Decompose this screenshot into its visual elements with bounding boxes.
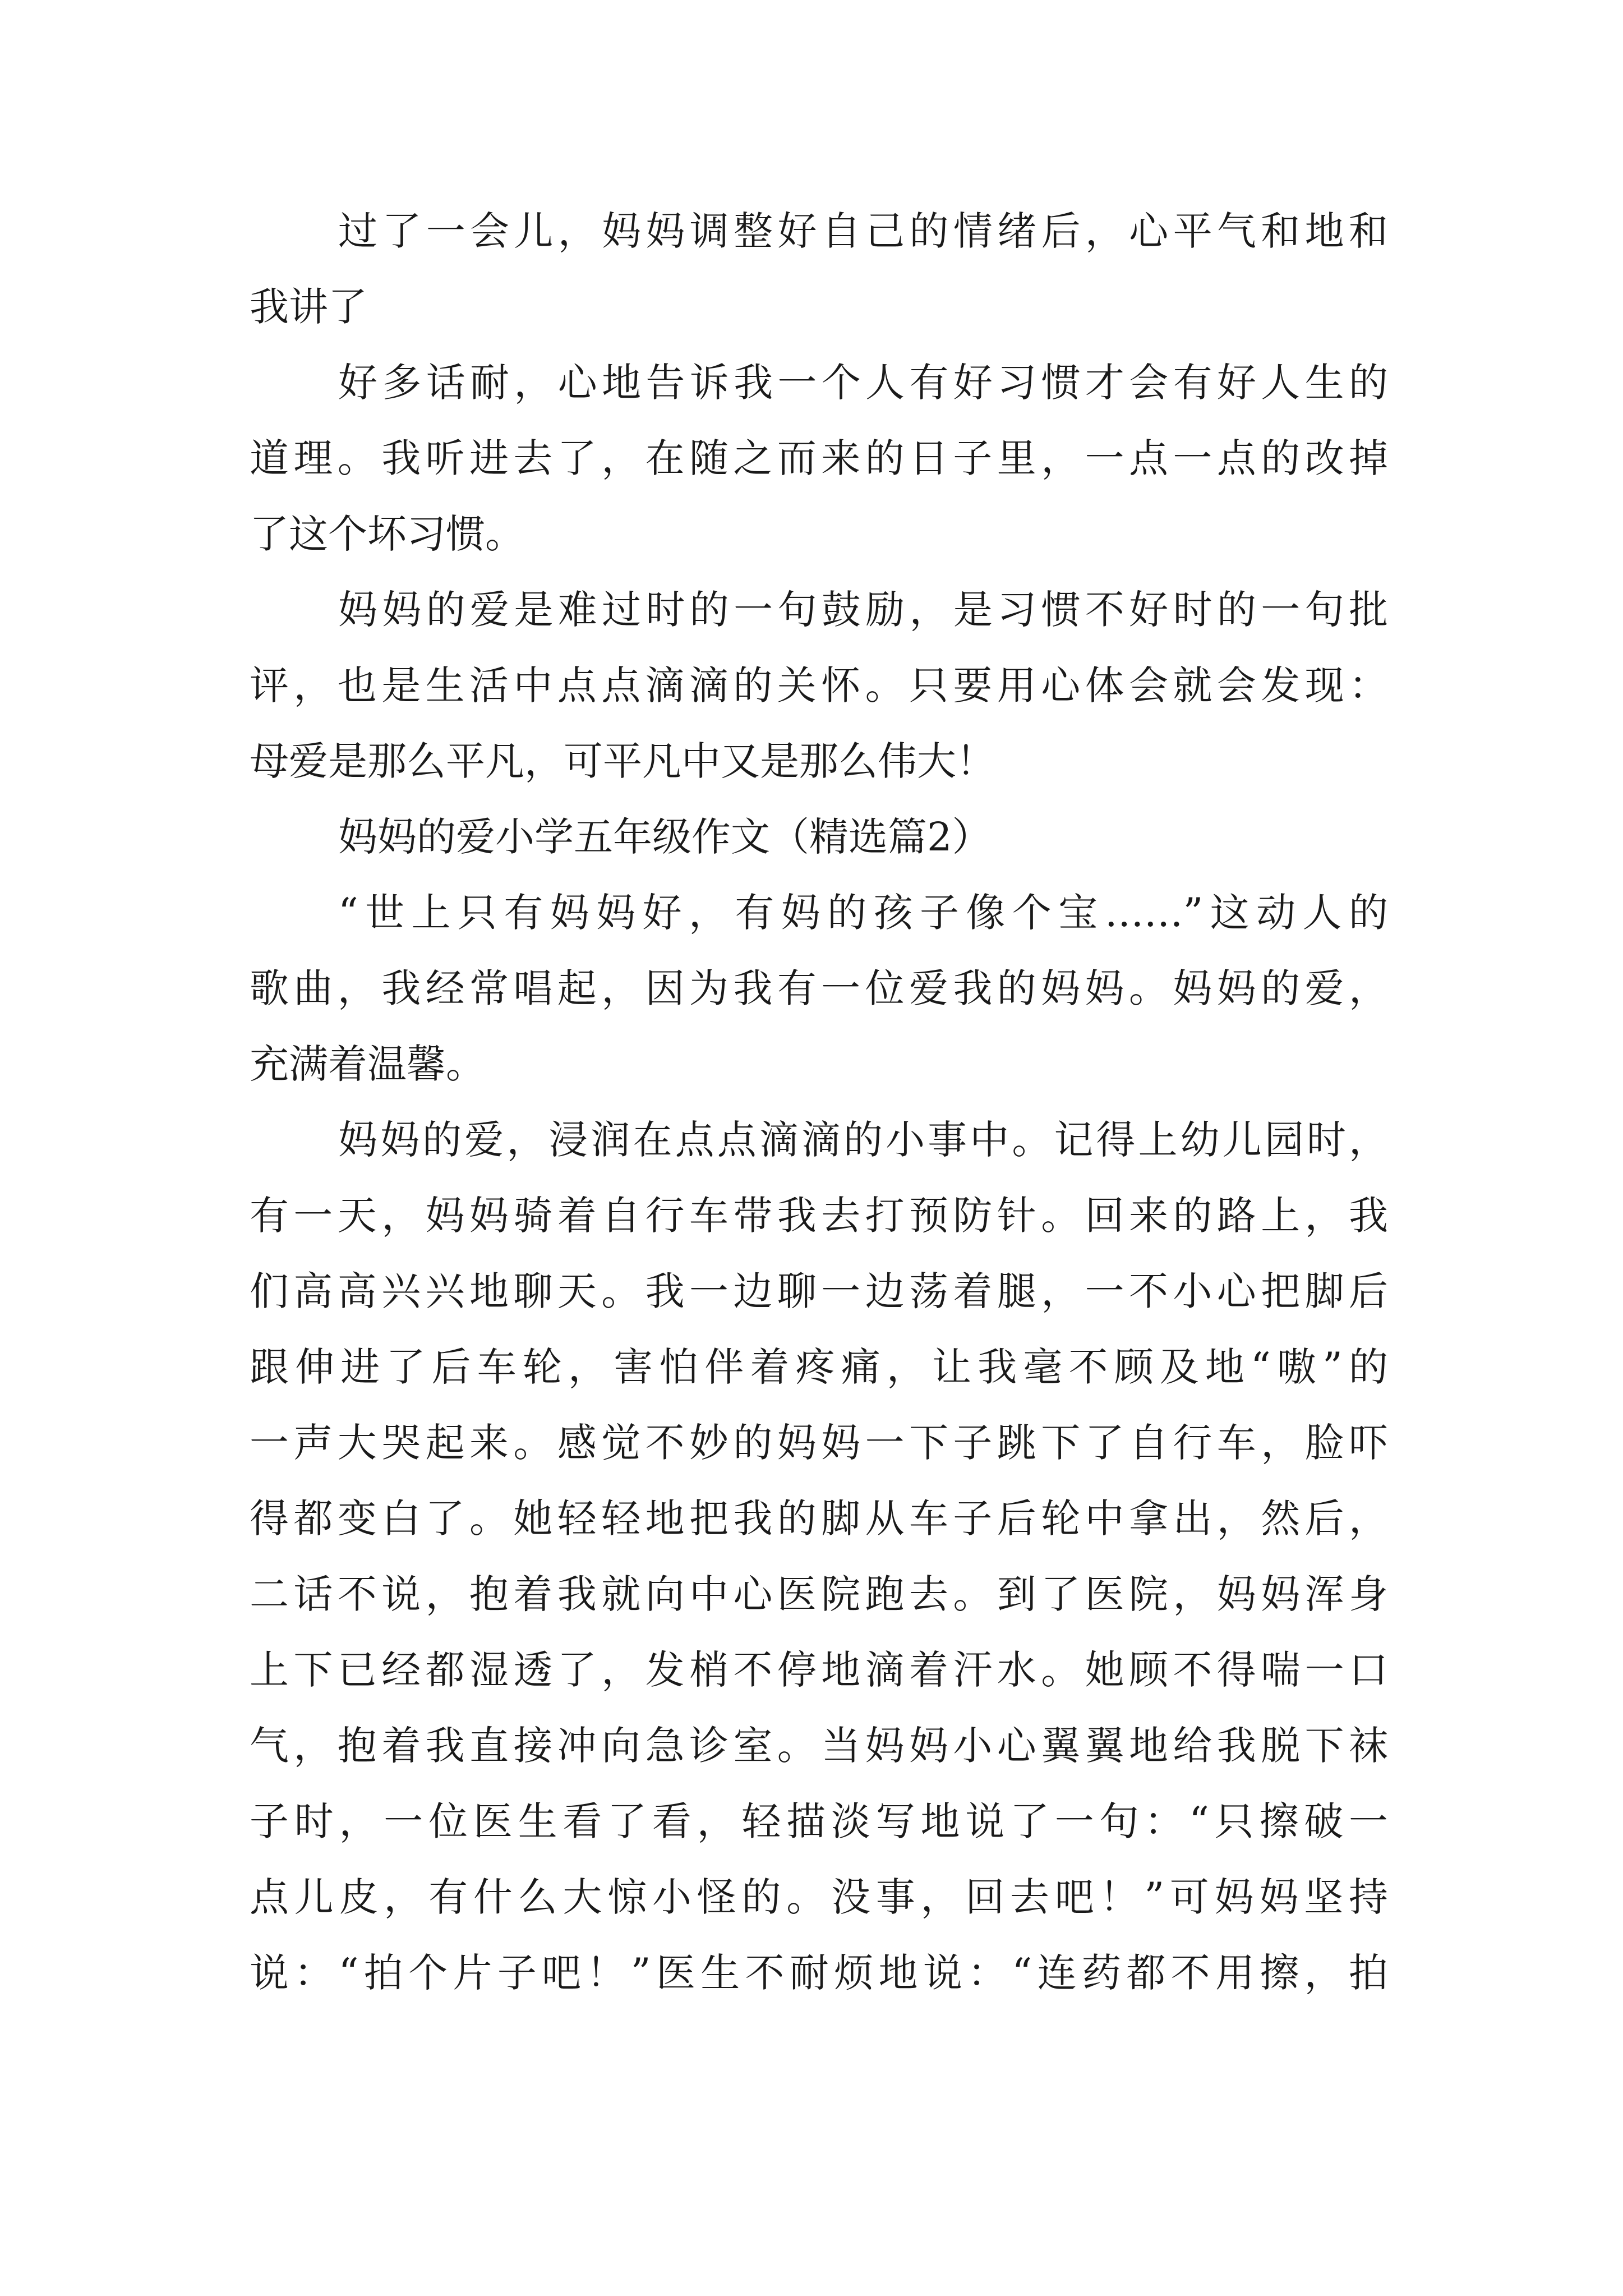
paragraph-line: 一声大哭起来。感觉不妙的妈妈一下子跳下了自行车，脸吓 [250, 1420, 1388, 1466]
paragraph-line: 子时，一位医生看了看，轻描淡写地说了一句：“只擦破一 [250, 1798, 1388, 1844]
paragraph-line: 充满着温馨。 [250, 1041, 485, 1087]
paragraph-line: 了这个坏习惯。 [250, 511, 524, 557]
paragraph-line: 好多话耐，心地告诉我一个人有好习惯才会有好人生的 [338, 360, 1388, 406]
paragraph-line: 二话不说，抱着我就向中心医院跑去。到了医院，妈妈浑身 [250, 1571, 1388, 1617]
paragraph-line: 得都变白了。她轻轻地把我的脚从车子后轮中拿出，然后， [250, 1496, 1388, 1542]
paragraph-line: 上下已经都湿透了，发梢不停地滴着汗水。她顾不得喘一口 [250, 1647, 1388, 1693]
document-body [250, 194, 1388, 2011]
paragraph-line: 歌曲，我经常唱起，因为我有一位爱我的妈妈。妈妈的爱， [250, 965, 1388, 1011]
paragraph-line: 我讲了 [250, 284, 367, 330]
paragraph-line: 妈妈的爱是难过时的一句鼓励，是习惯不好时的一句批 [338, 587, 1388, 633]
paragraph-line: 气，抱着我直接冲向急诊室。当妈妈小心翼翼地给我脱下袜 [250, 1723, 1388, 1769]
paragraph-line: “世上只有妈妈好，有妈的孩子像个宝……”这动人的 [338, 890, 1388, 936]
paragraph-line: 母爱是那么平凡，可平凡中又是那么伟大！ [250, 738, 995, 784]
paragraph-line: 们高高兴兴地聊天。我一边聊一边荡着腿，一不小心把脚后 [250, 1268, 1388, 1314]
paragraph-line: 点儿皮，有什么大惊小怪的。没事，回去吧！”可妈妈坚持 [250, 1874, 1388, 1920]
paragraph-line: 说：“拍个片子吧！”医生不耐烦地说：“连药都不用擦，拍 [250, 1950, 1388, 1996]
paragraph-line: 道理。我听进去了，在随之而来的日子里，一点一点的改掉 [250, 435, 1388, 481]
paragraph-line: 跟伸进了后车轮，害怕伴着疼痛，让我毫不顾及地“嗷”的 [250, 1344, 1388, 1390]
paragraph-line: 评，也是生活中点点滴滴的关怀。只要用心体会就会发现： [250, 662, 1388, 708]
section-heading: 妈妈的爱小学五年级作文（精选篇2） [338, 814, 992, 860]
paragraph-line: 妈妈的爱，浸润在点点滴滴的小事中。记得上幼儿园时， [338, 1117, 1388, 1163]
paragraph-line: 有一天，妈妈骑着自行车带我去打预防针。回来的路上，我 [250, 1193, 1388, 1239]
paragraph-line: 过了一会儿，妈妈调整好自己的情绪后，心平气和地和 [338, 208, 1388, 254]
